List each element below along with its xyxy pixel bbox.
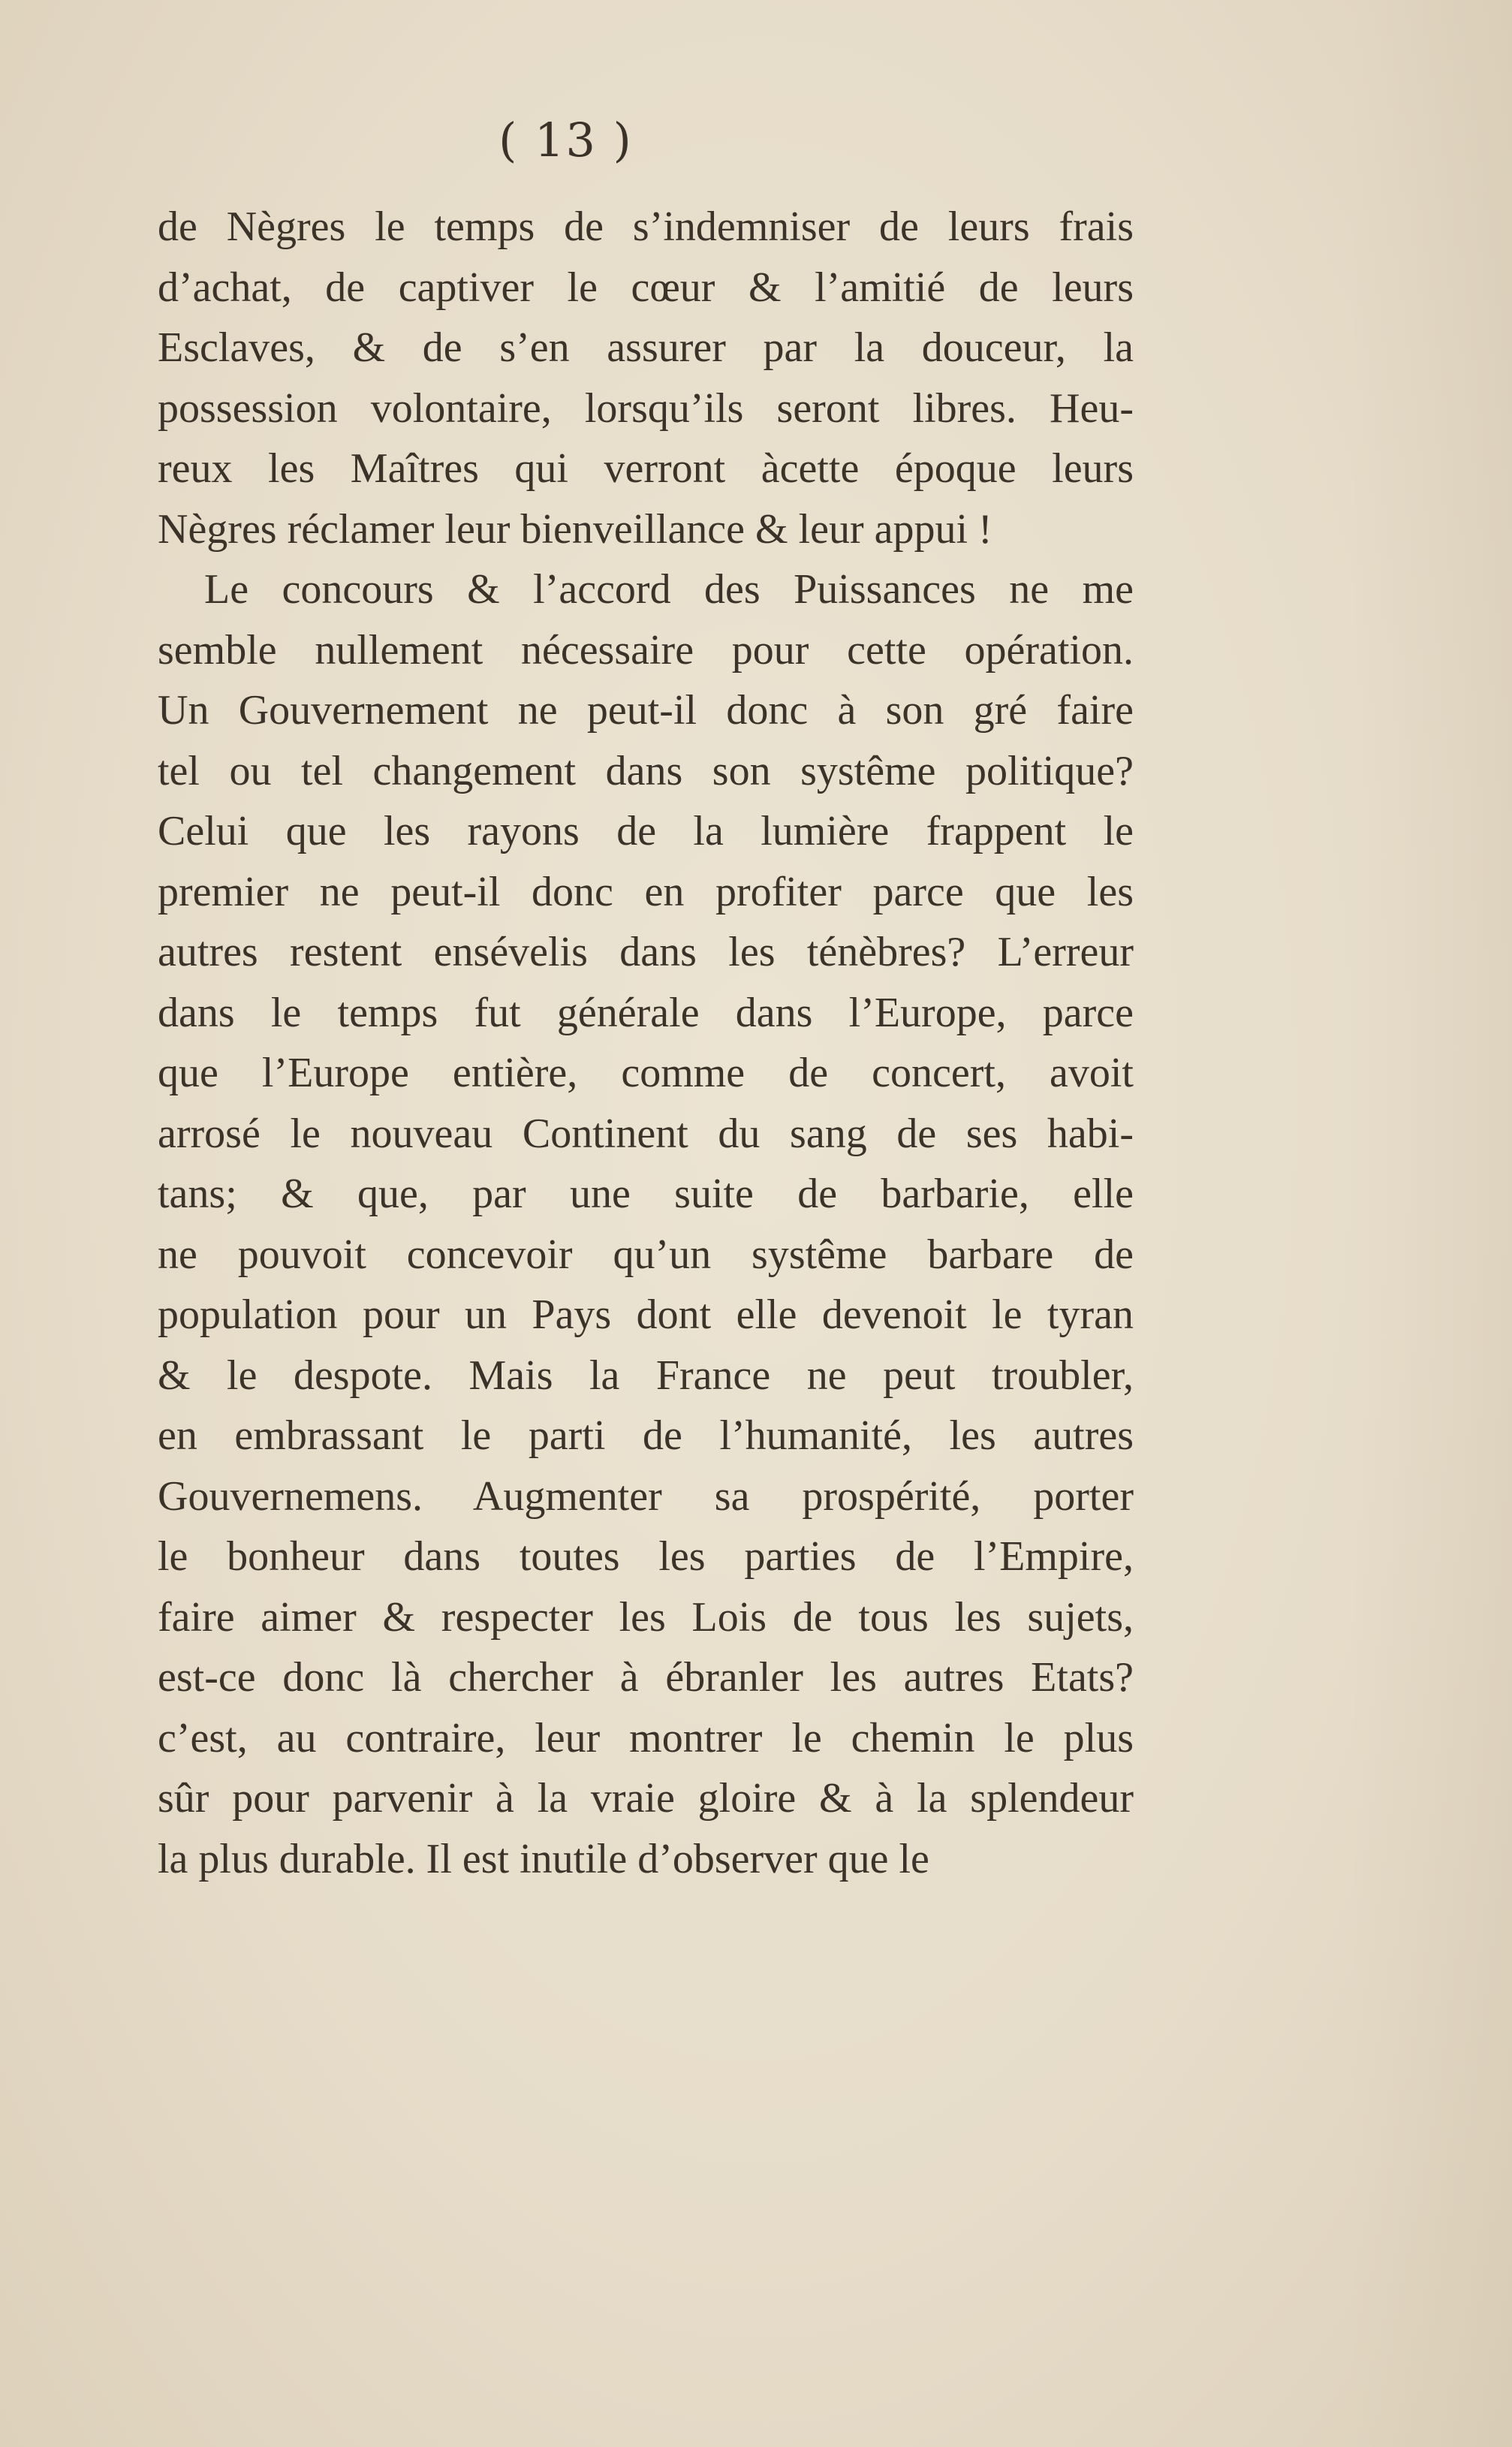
text-line: population pour un Pays dont elle devenoit le tyran	[158, 1291, 1134, 1338]
body-text	[158, 197, 1134, 1889]
text-line: est-ce donc là chercher à ébranler les autres Etats?	[158, 1654, 1134, 1701]
text-line: Un Gouvernement ne peut-il donc à son gré faire	[158, 687, 1134, 734]
text-line: dans le temps fut générale dans l’Europe, parce	[158, 989, 1134, 1036]
text-line: Celui que les rayons de la lumière frappent le	[158, 808, 1134, 854]
text-line: ne pouvoit concevoir qu’un systême barbare de	[158, 1231, 1134, 1278]
text-line: la plus durable. Il est inutile d’observer que le	[158, 1835, 929, 1882]
text-line: semble nullement nécessaire pour cette opération.	[158, 626, 1134, 674]
text-line: Nègres réclamer leur bienveillance & leur appui !	[158, 505, 992, 553]
text-line: d’achat, de captiver le cœur & l’amitié de leurs	[158, 264, 1134, 311]
text-line: c’est, au contraire, leur montrer le chemin le plus	[158, 1714, 1134, 1761]
text-line: faire aimer & respecter les Lois de tous les sujets,	[158, 1593, 1134, 1641]
text-line: que l’Europe entière, comme de concert, avoit	[158, 1050, 1134, 1096]
text-line: de Nègres le temps de s’indemniser de leurs frais	[158, 203, 1134, 250]
page-edge-shading	[1347, 0, 1512, 2447]
text-line: premier ne peut-il donc en profiter parce que les	[158, 868, 1134, 915]
text-line: Le concours & l’accord des Puissances ne me	[204, 566, 1134, 613]
text-line: le bonheur dans toutes les parties de l’Empire,	[158, 1533, 1134, 1580]
text-line: sûr pour parvenir à la vraie gloire & à la splendeur	[158, 1775, 1134, 1822]
text-line: Esclaves, & de s’en assurer par la douceur, la	[158, 324, 1134, 371]
text-line: possession volontaire, lorsqu’ils seront libres. Heu-	[158, 384, 1134, 432]
text-line: autres restent ensévelis dans les ténèbres? L’erreur	[158, 929, 1134, 975]
text-line: Gouvernemens. Augmenter sa prospérité, porter	[158, 1472, 1134, 1520]
text-line: tel ou tel changement dans son systême politique?	[158, 747, 1134, 794]
page-number: ( 13 )	[498, 113, 633, 167]
text-line: & le despote. Mais la France ne peut troubler,	[158, 1352, 1134, 1399]
text-line: en embrassant le parti de l’humanité, les autres	[158, 1412, 1134, 1459]
text-line: reux les Maîtres qui verront àcette époque leurs	[158, 445, 1134, 492]
text-line: tans; & que, par une suite de barbarie, elle	[158, 1171, 1134, 1217]
text-line: arrosé le nouveau Continent du sang de ses habi-	[158, 1110, 1134, 1157]
